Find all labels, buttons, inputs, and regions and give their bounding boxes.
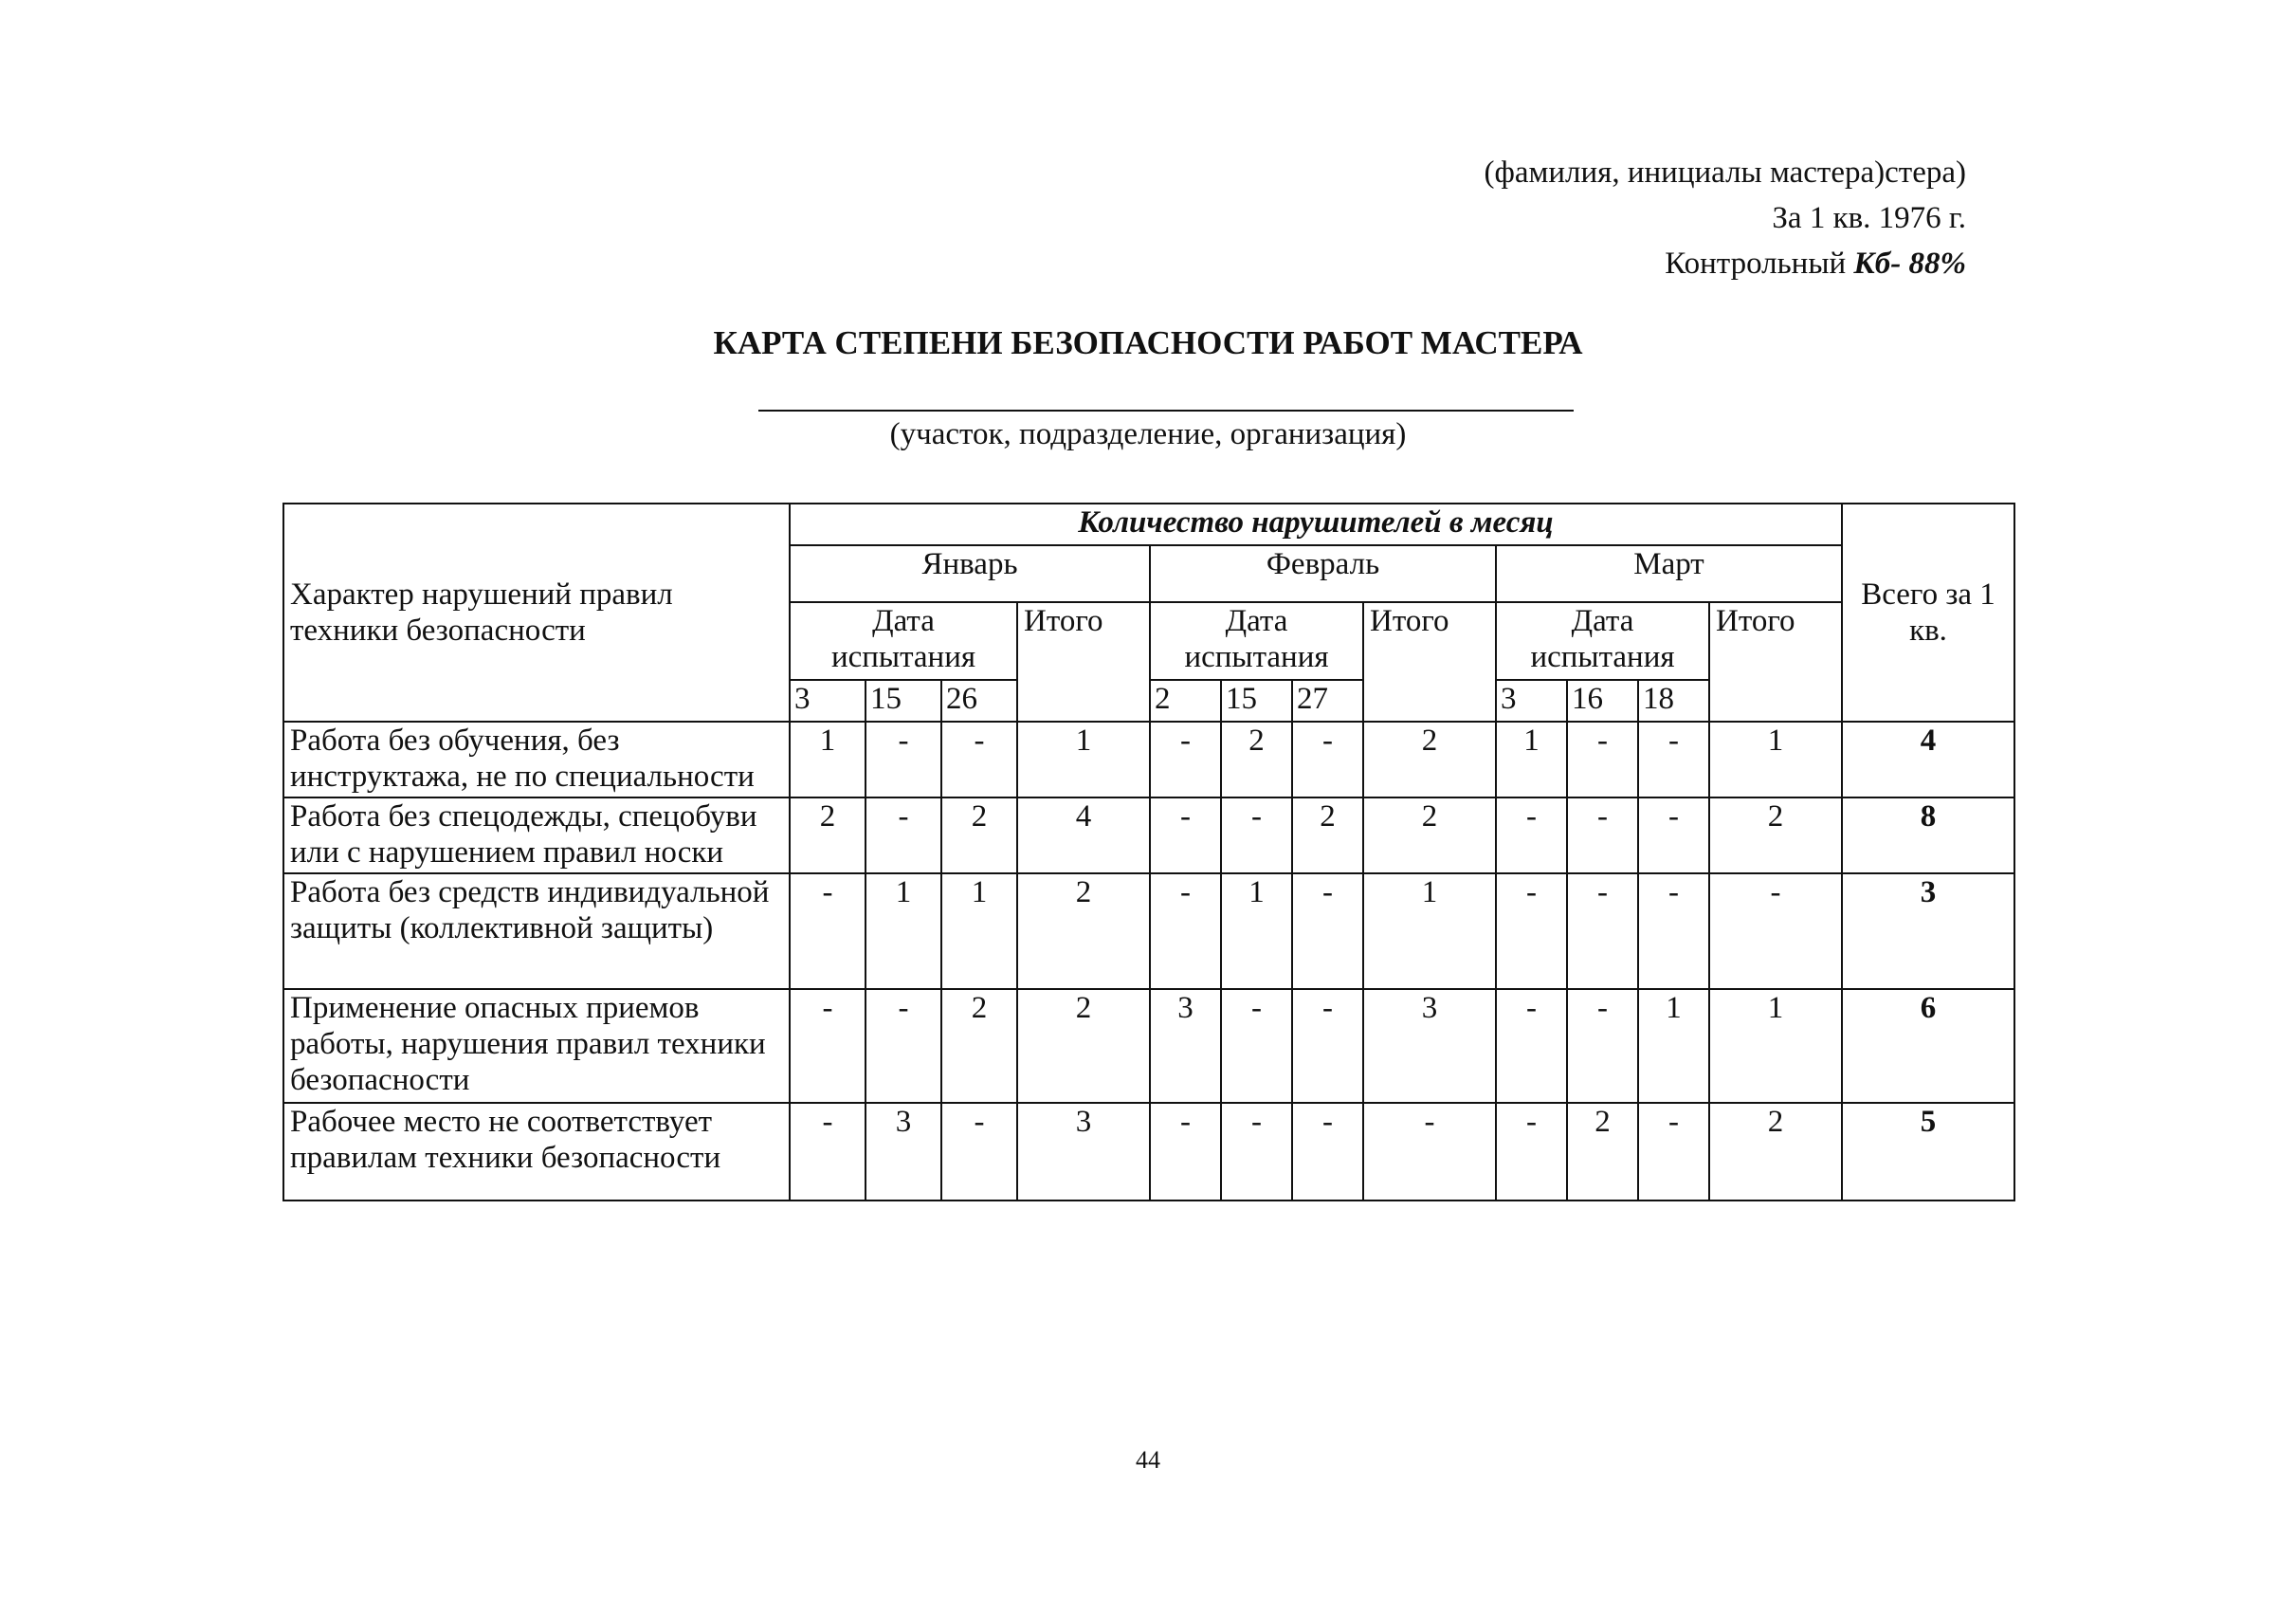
table-row — [283, 873, 2014, 989]
value-cell: - — [1150, 722, 1221, 797]
value-cell: 2 — [941, 797, 1017, 873]
control-line — [1665, 243, 1966, 284]
safety-table — [282, 503, 2015, 1201]
value-cell: 3 — [1150, 989, 1221, 1103]
value-cell: - — [790, 1103, 866, 1201]
subtotal-cell: 2 — [1017, 989, 1150, 1103]
value-cell: - — [1567, 797, 1638, 873]
control-value: Кб- 88% — [1853, 247, 1966, 281]
value-cell: - — [1567, 722, 1638, 797]
subtotal-cell: 2 — [1017, 873, 1150, 989]
table-row — [283, 797, 2014, 873]
row-header-cell: Характер нарушений правил техники безопасности — [283, 504, 790, 722]
value-cell: - — [1496, 873, 1567, 989]
group-header-cell: Количество нарушителей в месяц — [790, 504, 1842, 545]
value-cell: - — [941, 722, 1017, 797]
value-cell: - — [866, 722, 941, 797]
value-cell: - — [866, 989, 941, 1103]
subtotal-cell: 1 — [1017, 722, 1150, 797]
subtotal-cell: 1 — [1709, 722, 1842, 797]
month-header: Январь — [790, 545, 1150, 602]
date-cell: 26 — [941, 680, 1017, 722]
violation-label: Рабочее место не соответствует правилам техники безопасности — [283, 1103, 790, 1201]
table-row — [283, 989, 2014, 1103]
date-cell: 2 — [1150, 680, 1221, 722]
month-header: Февраль — [1150, 545, 1496, 602]
total-cell: 8 — [1842, 797, 2014, 873]
subtotal-cell: 2 — [1709, 1103, 1842, 1201]
value-cell: 1 — [1638, 989, 1709, 1103]
value-cell: - — [1638, 1103, 1709, 1201]
value-cell: - — [1150, 797, 1221, 873]
control-label: Контрольный — [1665, 247, 1854, 281]
value-cell: - — [1292, 989, 1363, 1103]
total-cell: 6 — [1842, 989, 2014, 1103]
value-cell: - — [1150, 1103, 1221, 1201]
value-cell: - — [1567, 989, 1638, 1103]
table-row — [283, 722, 2014, 797]
value-cell: - — [941, 1103, 1017, 1201]
value-cell: - — [1496, 1103, 1567, 1201]
table-row — [283, 1103, 2014, 1201]
date-cell: 3 — [1496, 680, 1567, 722]
date-cell: 16 — [1567, 680, 1638, 722]
date-header: Дата испытания — [1496, 602, 1709, 680]
subtotal-cell: 1 — [1363, 873, 1496, 989]
value-cell: 2 — [790, 797, 866, 873]
value-cell: - — [866, 797, 941, 873]
value-cell: - — [1221, 797, 1292, 873]
value-cell: 2 — [1567, 1103, 1638, 1201]
value-cell: 1 — [1496, 722, 1567, 797]
value-cell: 2 — [1292, 797, 1363, 873]
total-cell: 5 — [1842, 1103, 2014, 1201]
subtotal-cell: 2 — [1363, 797, 1496, 873]
value-cell: 1 — [866, 873, 941, 989]
value-cell: - — [1292, 722, 1363, 797]
month-header: Март — [1496, 545, 1842, 602]
subtotal-cell: 2 — [1709, 797, 1842, 873]
value-cell: 1 — [790, 722, 866, 797]
document-title: КАРТА СТЕПЕНИ БЕЗОПАСНОСТИ РАБОТ МАСТЕРА — [713, 324, 1583, 361]
violation-label: Работа без спецодежды, спецобуви или с нарушением правил носки — [283, 797, 790, 873]
subtotal-header: Итого — [1017, 602, 1150, 722]
value-cell: - — [1150, 873, 1221, 989]
subtotal-header: Итого — [1363, 602, 1496, 722]
org-caption: (участок, подразделение, организация) — [889, 417, 1407, 451]
org-blank-line — [758, 410, 1574, 412]
violation-label: Работа без средств индивидуальной защиты (коллективной защиты) — [283, 873, 790, 989]
subtotal-header: Итого — [1709, 602, 1842, 722]
total-header-cell: Всего за 1 кв. — [1842, 504, 2014, 722]
value-cell: 2 — [1221, 722, 1292, 797]
violation-label: Работа без обучения, без инструктажа, не по специальности — [283, 722, 790, 797]
date-cell: 3 — [790, 680, 866, 722]
value-cell: - — [1496, 989, 1567, 1103]
value-cell: - — [1638, 873, 1709, 989]
subtotal-cell: 3 — [1017, 1103, 1150, 1201]
date-cell: 15 — [866, 680, 941, 722]
period-line: За 1 кв. 1976 г. — [1772, 201, 1966, 235]
subtotal-cell: 4 — [1017, 797, 1150, 873]
value-cell: - — [1221, 1103, 1292, 1201]
value-cell: - — [790, 873, 866, 989]
value-cell: 3 — [866, 1103, 941, 1201]
value-cell: - — [1638, 797, 1709, 873]
subtotal-cell: - — [1363, 1103, 1496, 1201]
value-cell: - — [1638, 722, 1709, 797]
subtotal-cell: 1 — [1709, 989, 1842, 1103]
date-header: Дата испытания — [1150, 602, 1363, 680]
subtotal-cell: - — [1709, 873, 1842, 989]
total-cell: 3 — [1842, 873, 2014, 989]
total-cell: 4 — [1842, 722, 2014, 797]
value-cell: - — [1221, 989, 1292, 1103]
subtotal-cell: 2 — [1363, 722, 1496, 797]
date-cell: 15 — [1221, 680, 1292, 722]
date-cell: 18 — [1638, 680, 1709, 722]
value-cell: 2 — [941, 989, 1017, 1103]
date-cell: 27 — [1292, 680, 1363, 722]
value-cell: 1 — [1221, 873, 1292, 989]
master-name-caption: (фамилия, инициалы мастера)стера) — [1484, 156, 1966, 190]
page-number: 44 — [1136, 1446, 1160, 1474]
date-header: Дата испытания — [790, 602, 1017, 680]
value-cell: - — [1292, 873, 1363, 989]
value-cell: - — [1292, 1103, 1363, 1201]
value-cell: - — [1496, 797, 1567, 873]
subtotal-cell: 3 — [1363, 989, 1496, 1103]
value-cell: - — [790, 989, 866, 1103]
violation-label: Применение опасных приемов работы, нарушения правил техники безопасности — [283, 989, 790, 1103]
value-cell: 1 — [941, 873, 1017, 989]
value-cell: - — [1567, 873, 1638, 989]
